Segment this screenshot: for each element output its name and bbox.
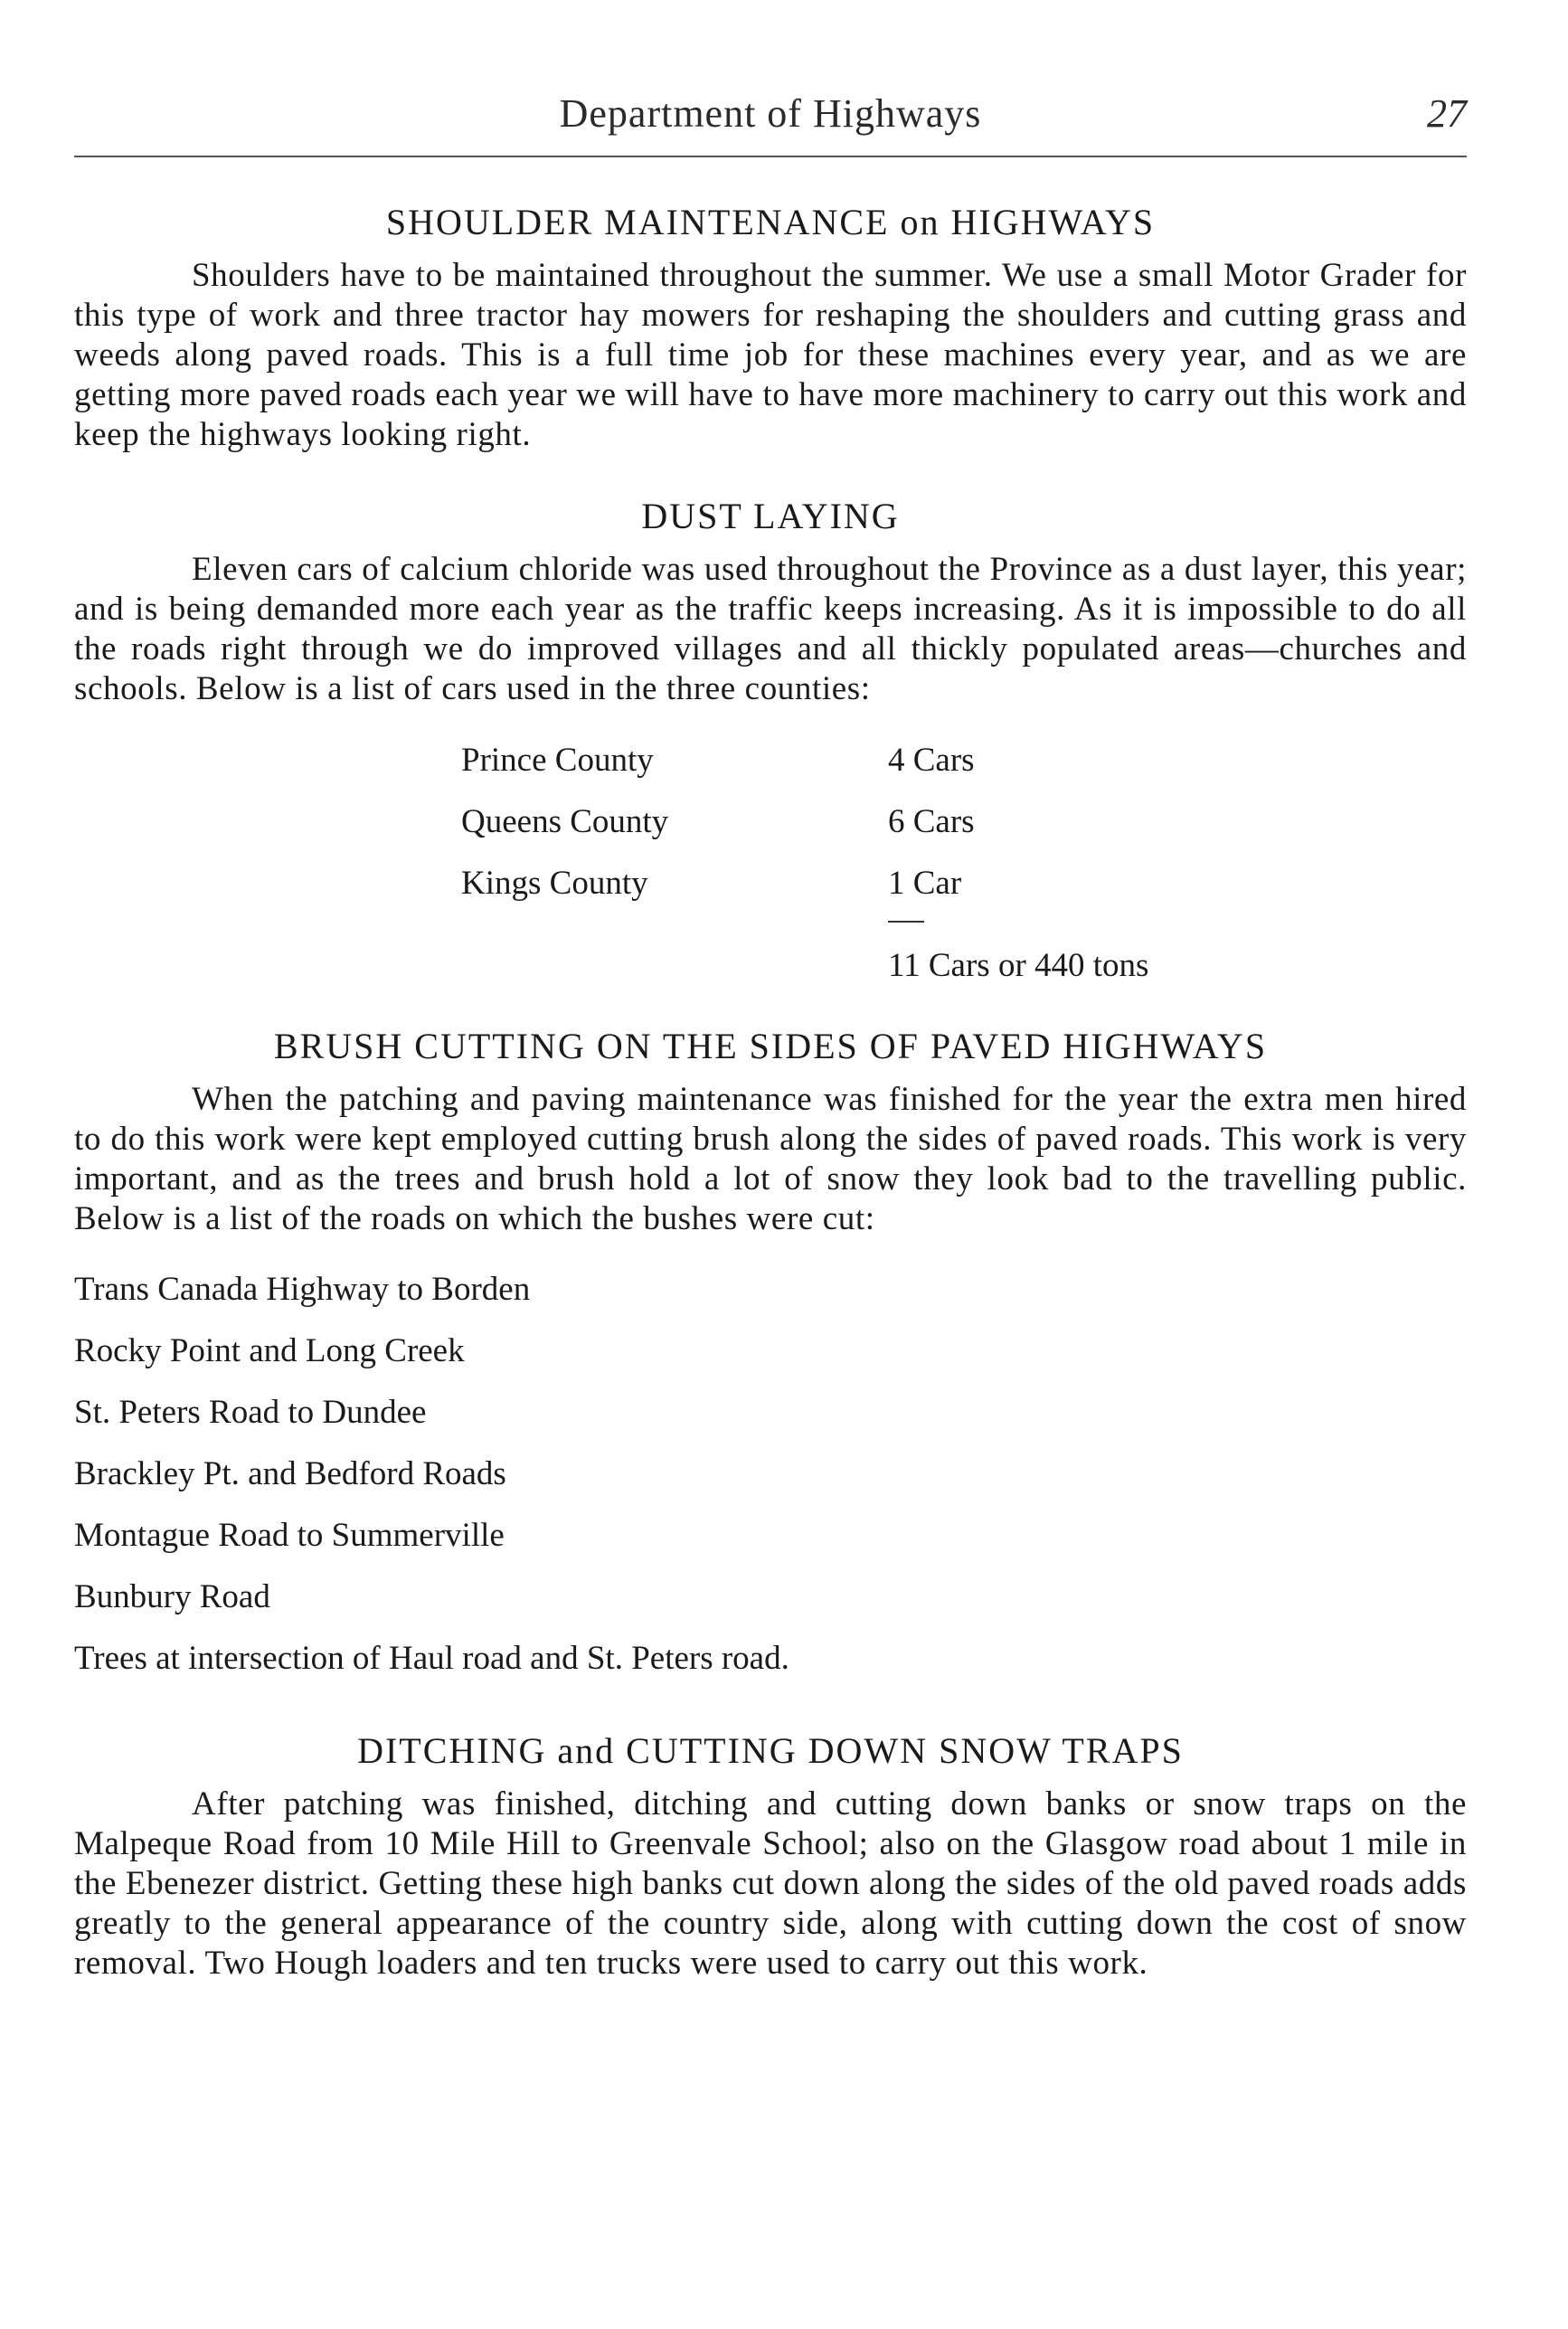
cars-row [461, 852, 1467, 914]
section-dust-laying [74, 495, 1467, 985]
cars-total: 11 Cars or 440 tons [888, 947, 1149, 984]
road-item: Trees at intersection of Haul road and St. Peters road. [74, 1640, 789, 1677]
cars-table [461, 729, 1467, 985]
running-title: Department of Highways [559, 91, 982, 136]
section-body: Shoulders have to be maintained throughout the summer. We use a small Motor Grader for this type of work and three tractor hay mowers for reshaping the shoulders and cutting grass and weeds along paved roads. This is a full time job for these machines every year, and as we are getting more paved roads each year we will have to have more machinery to carry out this work and keep the highways looking right. [74, 257, 1467, 453]
section-ditching [74, 1729, 1467, 1983]
county-name: Kings County [461, 864, 648, 902]
county-name: Queens County [461, 802, 669, 840]
car-count: 4 Cars [888, 741, 975, 779]
page-header [74, 90, 1467, 145]
roads-list [74, 1259, 1467, 1690]
car-count: 6 Cars [888, 802, 975, 840]
section-body: When the patching and paving maintenance was finished for the year the extra men hired to do this work were kept employed cutting brush along the sides of paved roads. This work is very important, and as the trees and brush hold a lot of snow they look bad to the travelling public. Below is a list of the roads on which the bushes were cut: [74, 1081, 1467, 1237]
section-brush-cutting [74, 1025, 1467, 1690]
section-body: Eleven cars of calcium chloride was used throughout the Province as a dust layer, this year; and is being demanded more each year as the traffic keeps increasing. As it is impossible to do all the roads right through we do improved villages and all thickly populated areas—churches and schools. Below is a list of cars used in the three counties: [74, 551, 1467, 707]
road-item: St. Peters Road to Dundee [74, 1394, 427, 1431]
cars-row [461, 791, 1467, 852]
road-item: Montague Road to Summerville [74, 1517, 505, 1554]
page-number: 27 [1427, 91, 1467, 136]
road-item: Bunbury Road [74, 1578, 270, 1615]
road-item: Trans Canada Highway to Borden [74, 1271, 531, 1308]
cars-row [461, 729, 1467, 791]
section-heading: DITCHING and CUTTING DOWN SNOW TRAPS [357, 1730, 1184, 1771]
road-item: Rocky Point and Long Creek [74, 1332, 465, 1369]
county-name: Prince County [461, 741, 654, 779]
section-body: After patching was finished, ditching and cutting down banks or snow traps on the Malpeque Road from 10 Mile Hill to Greenvale School; also on the Glasgow road about 1 mile in the Ebenezer district. Getting these high banks cut down along the sides of the old paved roads adds greatly to the general appearance of the country side, along with cutting down the cost of snow removal. Two Hough loaders and ten trucks were used to carry out this work. [74, 1785, 1467, 1982]
section-heading: SHOULDER MAINTENANCE on HIGHWAYS [385, 202, 1156, 242]
header-rule [74, 156, 1467, 157]
car-count: 1 Car [888, 864, 962, 902]
section-shoulder-maintenance [74, 201, 1467, 455]
sum-rule [888, 921, 924, 923]
road-item: Brackley Pt. and Bedford Roads [74, 1455, 506, 1492]
content [74, 201, 1467, 2023]
section-heading: BRUSH CUTTING ON THE SIDES OF PAVED HIGHWAYS [273, 1026, 1268, 1066]
section-heading: DUST LAYING [641, 496, 900, 536]
